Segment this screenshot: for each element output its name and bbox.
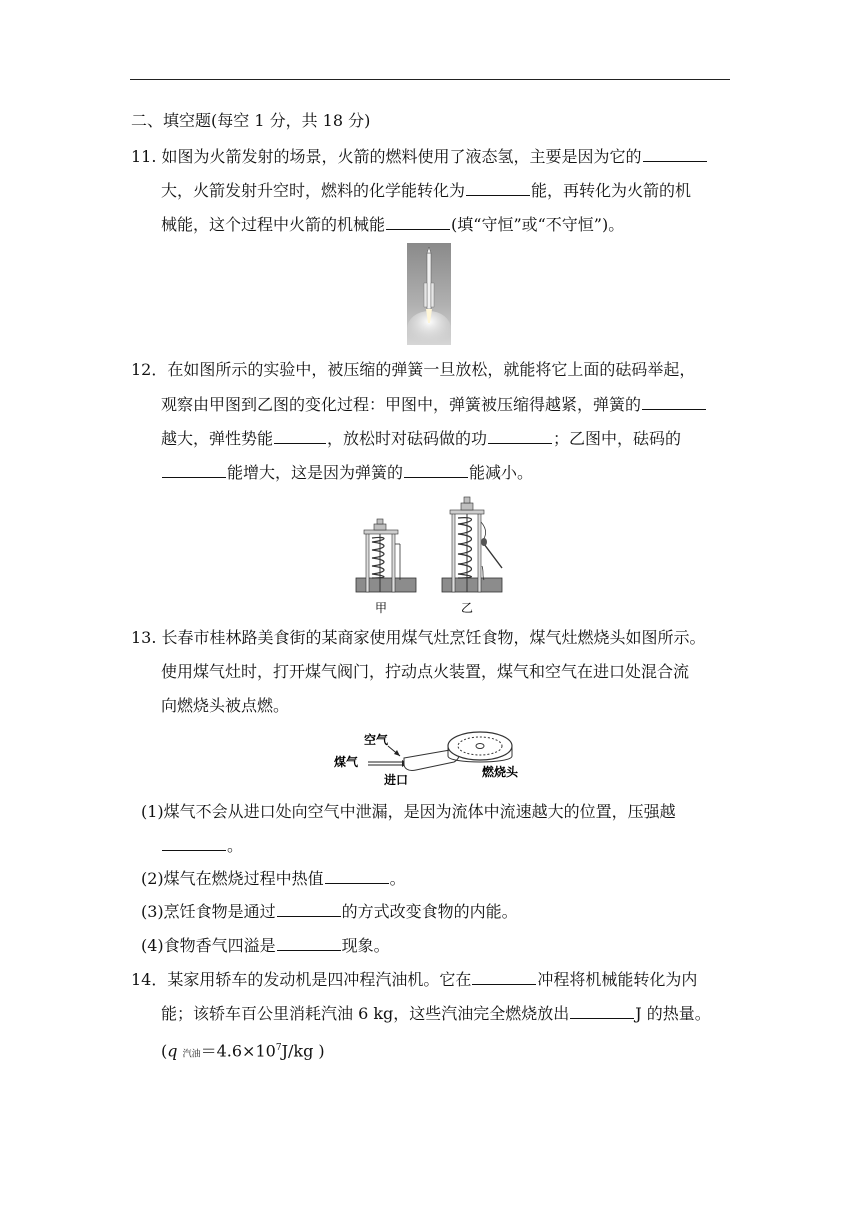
q12-line4: 能增大，这是因为弹簧的 能减小。: [161, 463, 533, 483]
answer-blank[interactable]: [162, 463, 226, 478]
figure-jia: [356, 519, 416, 592]
q13-line3: 向燃烧头被点燃。: [161, 696, 290, 715]
gas-burner-figure: [330, 728, 536, 790]
answer-blank[interactable]: [386, 215, 450, 230]
answer-blank[interactable]: [570, 1004, 634, 1019]
q13-part1-end: 。: [161, 836, 243, 856]
q12-line2: 观察由甲图到乙图的变化过程：甲图中，弹簧被压缩得越紧，弹簧的: [161, 395, 707, 415]
q13-part4: (4)食物香气四溢是 现象。: [141, 936, 390, 955]
label-inlet: 进口: [384, 773, 409, 787]
label-air: 空气: [364, 733, 389, 747]
q14-line1: 14．某家用轿车的发动机是四冲程汽油机。它在 冲程将机械能转化为内: [131, 970, 698, 989]
q14-formula: (q 汽油$=4.6\times 10^7J/kg$ ): [161, 1041, 325, 1061]
header-rule: [130, 79, 730, 80]
label-jia: 甲: [374, 601, 388, 615]
figure-yi: [442, 497, 502, 592]
q11-line3: 械能，这个过程中火箭的机械能 (填“守恒”或“不守恒”)。: [161, 215, 625, 234]
q13-line2: 使用煤气灶时，打开煤气阀门，拧动点火装置，煤气和空气在进口处混合流: [161, 662, 690, 681]
q12-line1: 12．在如图所示的实验中，被压缩的弹簧一旦放松，就能将它上面的砝码举起，: [131, 360, 696, 379]
section-title: 二、填空题(每空 1 分，共 18 分): [131, 111, 371, 130]
answer-blank[interactable]: [642, 395, 706, 410]
label-burner: 燃烧头: [482, 765, 519, 779]
q13-line1: 13. 长春市桂林路美食街的某商家使用煤气灶烹饪食物，煤气灶燃烧头如图所示。: [131, 628, 706, 647]
q14-line2: 能；该轿车百公里消耗汽油 6 kg，这些汽油完全燃烧放出 J 的热量。: [161, 1004, 711, 1023]
spring-experiment-figure: [348, 492, 510, 616]
answer-blank[interactable]: [472, 970, 536, 985]
answer-blank[interactable]: [643, 147, 707, 162]
q12-line3: 越大，弹性势能 ，放松时对砝码做的功 ；乙图中，砝码的: [161, 429, 682, 448]
answer-blank[interactable]: [404, 463, 468, 478]
q11-line1: 11. 如图为火箭发射的场景，火箭的燃料使用了液态氢，主要是因为它的: [131, 147, 708, 167]
answer-blank[interactable]: [488, 429, 552, 444]
q13-part1: (1)煤气不会从进口处向空气中泄漏，是因为流体中流速越大的位置，压强越: [141, 802, 676, 821]
answer-blank[interactable]: [466, 181, 530, 196]
rocket-launch-image: [407, 243, 451, 345]
q13-part3: (3)烹饪食物是通过 的方式改变食物的内能。: [141, 902, 518, 921]
answer-blank[interactable]: [277, 902, 341, 917]
label-gas: 煤气: [334, 755, 359, 769]
q13-part2: (2)煤气在燃烧过程中热值 。: [141, 869, 406, 888]
answer-blank[interactable]: [325, 869, 389, 884]
q11-line2: 大，火箭发射升空时，燃料的化学能转化为 能，再转化为火箭的机: [161, 181, 692, 200]
answer-blank[interactable]: [162, 836, 226, 851]
label-yi: 乙: [460, 601, 474, 615]
answer-blank[interactable]: [277, 936, 341, 951]
answer-blank[interactable]: [274, 429, 326, 444]
